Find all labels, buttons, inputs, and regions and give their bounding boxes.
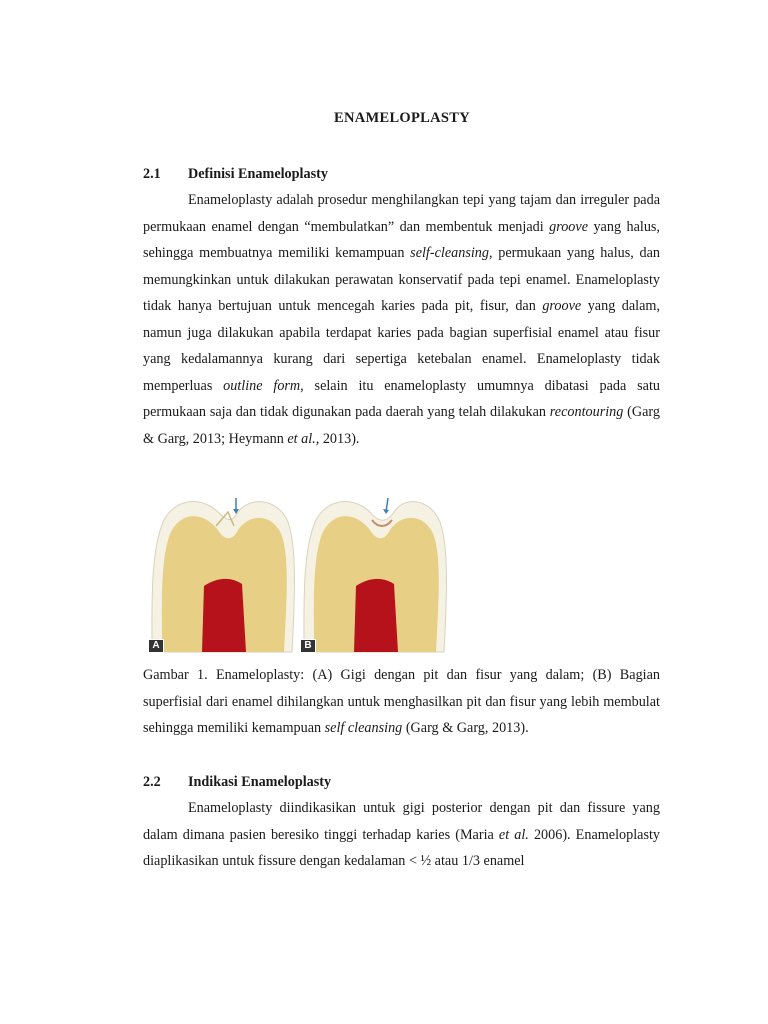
section-heading-definisi (143, 166, 328, 183)
document-title: ENAMELOPLASTY (333, 110, 471, 126)
tooth-panel-a (146, 490, 296, 655)
section-title: Indikasi Enameloplasty (188, 774, 332, 790)
figure-tooth-illustration (146, 490, 456, 655)
section-title: Definisi Enameloplasty (188, 166, 328, 182)
italic-term: self-cleansing, (410, 245, 493, 261)
panel-label-a: A (148, 639, 164, 653)
text-run: Enameloplasty adalah prosedur menghilangkan tepi yang tajam dan irreguler pada permukaan enamel dengan “membulatkan” dan membentuk menjadi (143, 192, 660, 235)
text-run: yang halus, sehingga membuatnya memiliki kemampuan (143, 218, 660, 261)
italic-term: outline form, (223, 377, 304, 394)
definition-paragraph (143, 187, 660, 452)
italic-term: groove (549, 218, 588, 235)
text-run: Enameloplasty diindikasikan untuk gigi posterior dengan pit dan fissure yang dalam dimana pasien beresiko tinggi terhadap karies (Maria (143, 800, 660, 843)
indication-paragraph (143, 795, 660, 875)
text-run: selain itu enameloplasty umumnya dibatasi pada satu permukaan saja dan tidak digunakan pada daerah yang telah dilakukan (143, 377, 660, 420)
text-run: (Garg & Garg, 2013; Heymann (143, 404, 660, 447)
text-run: (Garg & Garg, 2013). (402, 720, 529, 736)
tooth-a-image (146, 490, 296, 655)
text-run: 2013). (319, 430, 360, 447)
italic-term: recontouring (549, 404, 624, 420)
text-run: yang dalam, namun juga dilakukan apabila terdapat karies pada bagian superfisial enamel atau fisur yang kedalamannya kurang dari sepertiga ketebalan enamel. Enameloplasty tidak memperluas (143, 298, 660, 394)
text-run: 2006). Enameloplasty diaplikasikan untuk fissure dengan kedalaman < ½ atau 1/3 enamel (143, 826, 660, 869)
tooth-panel-b (298, 490, 448, 655)
section-number: 2.2 (143, 774, 161, 790)
section-number: 2.1 (143, 166, 161, 182)
tooth-b-image (298, 490, 448, 655)
italic-term: et al. (498, 826, 529, 843)
text-run: permukaan yang halus, dan memungkinkan untuk dilakukan perawatan konservatif pada tepi enamel. Enameloplasty tidak hanya bertujuan untuk mencegah karies pada pit, fisur, dan (143, 245, 660, 314)
italic-term: groove (542, 298, 582, 314)
text-run: Gambar 1. Enameloplasty: (A) Gigi dengan pit dan fisur yang dalam; (B) Bagian superfisial dari enamel dihilangkan untuk menghasilkan pit dan fisur yang lebih membulat sehingga memiliki kemampuan (143, 667, 660, 736)
panel-label-b: B (300, 639, 316, 653)
italic-term: et al., (287, 430, 320, 447)
section-heading-indikasi (143, 774, 331, 791)
figure-caption (143, 662, 660, 742)
italic-term: self cleansing (324, 720, 403, 736)
